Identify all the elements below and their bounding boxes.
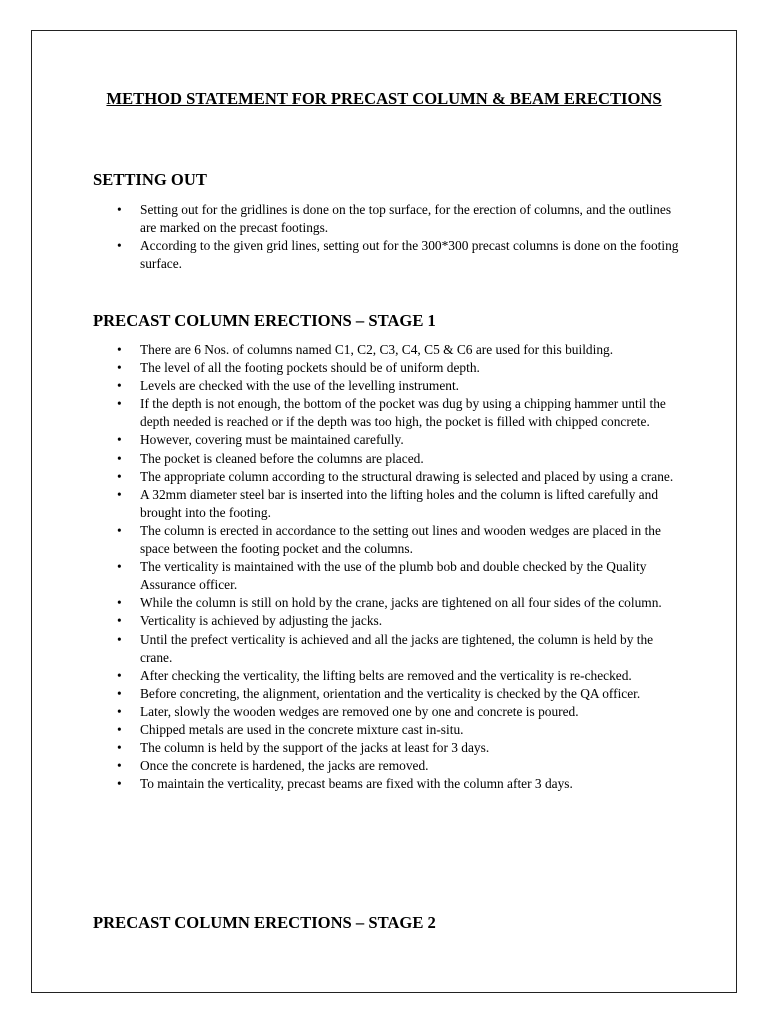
list-item: • Levels are checked with the use of the levelling instrument. xyxy=(140,377,680,395)
document-title: METHOD STATEMENT FOR PRECAST COLUMN & BEAM ERECTIONS xyxy=(106,89,662,108)
list-item: • The verticality is maintained with the use of the plumb bob and double checked by the Quality Assurance officer. xyxy=(140,558,680,594)
list-item: • Chipped metals are used in the concrete mixture cast in-situ. xyxy=(140,721,680,739)
list-item: • The pocket is cleaned before the columns are placed. xyxy=(140,450,680,468)
list-item: • If the depth is not enough, the bottom of the pocket was dug by using a chipping hammer until the depth needed is reached or if the depth was too high, the pocket is filled with chipped concrete. xyxy=(140,395,680,431)
list-item: • Until the prefect verticality is achieved and all the jacks are tightened, the column is held by the crane. xyxy=(140,631,680,667)
list-item: • According to the given grid lines, setting out for the 300*300 precast columns is done on the footing surface. xyxy=(140,237,680,273)
list-item: • To maintain the verticality, precast beams are fixed with the column after 3 days. xyxy=(140,775,680,793)
heading-stage-2: PRECAST COLUMN ERECTIONS – STAGE 2 xyxy=(93,913,436,932)
list-item: • The column is erected in accordance to the setting out lines and wooden wedges are placed in the space between the footing pocket and the columns. xyxy=(140,522,680,558)
list-item: • Once the concrete is hardened, the jacks are removed. xyxy=(140,757,680,775)
list-item: • A 32mm diameter steel bar is inserted into the lifting holes and the column is lifted carefully and brought into the footing. xyxy=(140,486,680,522)
list-item: • While the column is still on hold by the crane, jacks are tightened on all four sides of the column. xyxy=(140,594,680,612)
list-item: • Setting out for the gridlines is done on the top surface, for the erection of columns, and the outlines are marked on the precast footings. xyxy=(140,201,680,237)
list-item: • After checking the verticality, the lifting belts are removed and the verticality is re-checked. xyxy=(140,667,680,685)
list-item: • Verticality is achieved by adjusting the jacks. xyxy=(140,612,680,630)
list-item: • Before concreting, the alignment, orientation and the verticality is checked by the QA officer. xyxy=(140,685,680,703)
list-item: • The level of all the footing pockets should be of uniform depth. xyxy=(140,359,680,377)
list-item: • However, covering must be maintained carefully. xyxy=(140,431,680,449)
list-item: • The column is held by the support of the jacks at least for 3 days. xyxy=(140,739,680,757)
list-item: • There are 6 Nos. of columns named C1, C2, C3, C4, C5 & C6 are used for this building. xyxy=(140,341,680,359)
list-item: • The appropriate column according to the structural drawing is selected and placed by using a crane. xyxy=(140,468,680,486)
heading-stage-1: PRECAST COLUMN ERECTIONS – STAGE 1 xyxy=(93,311,436,330)
heading-setting-out: SETTING OUT xyxy=(93,170,207,189)
stage-1-list xyxy=(140,341,680,793)
list-item: • Later, slowly the wooden wedges are removed one by one and concrete is poured. xyxy=(140,703,680,721)
setting-out-list xyxy=(140,201,680,273)
